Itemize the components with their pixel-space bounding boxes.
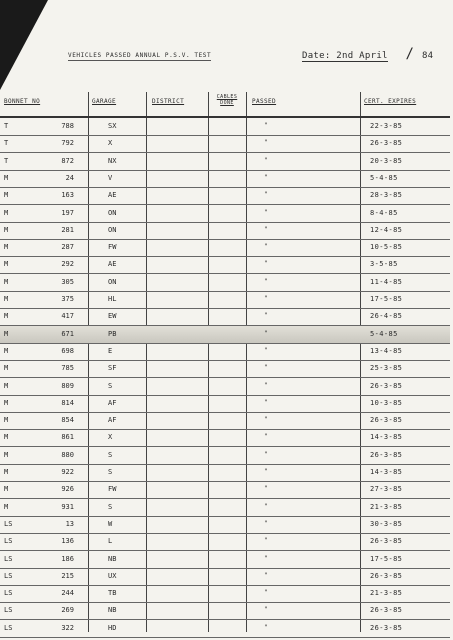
row-type: M — [4, 485, 9, 494]
row-type: M — [4, 260, 9, 269]
row-garage: FW — [108, 243, 117, 252]
row-number: 698 — [61, 346, 74, 355]
row-passed: " — [264, 312, 268, 320]
row-passed: " — [264, 295, 268, 302]
vehicle-table — [0, 92, 450, 632]
header-garage: GARAGE — [92, 98, 117, 105]
row-type: M — [4, 468, 9, 476]
row-type: LS — [4, 606, 13, 615]
row-passed: " — [264, 139, 268, 147]
scan-corner-shadow — [0, 0, 48, 90]
row-cert-expires: 26-3-85 — [370, 606, 403, 615]
table-header — [0, 92, 450, 118]
row-number: 809 — [61, 381, 74, 390]
row-cert-expires: 21-3-85 — [370, 502, 403, 511]
document-date — [302, 46, 433, 62]
table-row — [0, 135, 450, 153]
row-passed: " — [264, 450, 268, 458]
row-type: M — [4, 208, 9, 217]
date-slash: / — [405, 46, 415, 62]
row-garage: AF — [108, 398, 117, 407]
row-type: T — [4, 156, 9, 165]
row-number: 880 — [61, 450, 74, 459]
row-garage: ON — [108, 225, 117, 234]
header-bonnet-no: BONNET NO — [4, 98, 41, 105]
row-cert-expires: 25-3-85 — [370, 364, 403, 373]
row-garage: E — [108, 346, 113, 355]
row-garage: TB — [108, 589, 117, 598]
row-passed: " — [264, 398, 268, 406]
row-number: 671 — [61, 329, 74, 338]
row-type: M — [4, 295, 9, 303]
row-cert-expires: 30-3-85 — [370, 519, 403, 528]
row-number: 322 — [61, 623, 74, 632]
row-cert-expires: 13-4-85 — [370, 346, 403, 355]
row-passed: " — [264, 416, 268, 424]
row-cert-expires: 14-3-85 — [370, 433, 403, 442]
row-number: 922 — [61, 468, 74, 476]
row-number: 861 — [61, 433, 74, 442]
row-garage: ON — [108, 277, 117, 286]
row-passed: " — [264, 571, 268, 579]
row-garage: ON — [108, 208, 117, 217]
row-type: LS — [4, 519, 13, 528]
row-passed: " — [264, 122, 268, 129]
row-passed: " — [264, 606, 268, 614]
row-type: M — [4, 173, 9, 182]
table-row — [0, 239, 450, 257]
header-district: DISTRICT — [152, 98, 185, 105]
row-garage: HL — [108, 295, 117, 303]
table-row — [0, 291, 450, 309]
row-garage: W — [108, 519, 113, 528]
date-year: 84 — [421, 51, 434, 61]
row-type: M — [4, 191, 9, 200]
date-label: Date: 2nd April — [302, 51, 388, 61]
row-passed: " — [264, 225, 268, 233]
row-passed: " — [264, 208, 268, 216]
row-garage: L — [108, 537, 113, 546]
row-passed: " — [264, 589, 268, 597]
table-row — [0, 118, 450, 136]
row-garage: EW — [108, 312, 117, 321]
table-row — [0, 568, 450, 586]
row-passed: " — [264, 277, 268, 285]
row-number: 926 — [61, 485, 74, 494]
row-garage: AF — [108, 416, 117, 425]
row-passed: " — [264, 433, 268, 441]
row-passed: " — [264, 468, 268, 475]
row-garage: PB — [108, 329, 117, 338]
row-cert-expires: 12-4-85 — [370, 225, 403, 234]
row-garage: S — [108, 468, 113, 476]
row-type: M — [4, 381, 9, 390]
row-garage: NB — [108, 606, 117, 615]
row-type: M — [4, 277, 9, 286]
row-type: T — [4, 139, 9, 148]
row-garage: AE — [108, 191, 117, 200]
table-row — [0, 481, 450, 499]
row-number: 215 — [61, 571, 74, 580]
row-passed: " — [264, 346, 268, 354]
row-cert-expires: 26-4-85 — [370, 312, 403, 321]
row-number: 417 — [61, 312, 74, 321]
table-row — [0, 343, 450, 361]
row-garage: AE — [108, 260, 117, 269]
header-cert-expires: CERT. EXPIRES — [364, 98, 417, 105]
row-number: 269 — [61, 606, 74, 615]
row-cert-expires: 17-5-85 — [370, 554, 403, 563]
row-number: 13 — [65, 519, 74, 528]
table-row — [0, 308, 450, 326]
row-cert-expires: 26-3-85 — [370, 537, 403, 546]
row-passed: " — [264, 537, 268, 545]
row-number: 814 — [61, 398, 74, 407]
table-row — [0, 499, 450, 517]
row-number: 854 — [61, 416, 74, 425]
row-type: M — [4, 225, 9, 234]
row-number: 136 — [61, 537, 74, 546]
row-passed: " — [264, 191, 268, 199]
table-row — [0, 326, 450, 344]
header-cables-done: CABLES DONE — [216, 94, 238, 106]
row-type: LS — [4, 537, 13, 546]
row-garage: HD — [108, 623, 117, 632]
row-garage: S — [108, 450, 113, 459]
row-passed: " — [264, 381, 268, 389]
table-row — [0, 360, 450, 378]
row-number: 785 — [61, 364, 74, 373]
table-row — [0, 395, 450, 413]
header-passed: PASSED — [252, 98, 277, 105]
row-cert-expires: 22-3-85 — [370, 122, 403, 130]
row-type: LS — [4, 623, 13, 632]
row-number: 186 — [61, 554, 74, 563]
table-row — [0, 170, 450, 188]
table-row — [0, 516, 450, 534]
row-cert-expires: 17-5-85 — [370, 295, 403, 303]
row-number: 931 — [61, 502, 74, 511]
row-number: 792 — [61, 139, 74, 148]
table-row — [0, 378, 450, 396]
row-garage: SF — [108, 364, 117, 373]
row-type: T — [4, 122, 9, 130]
row-type: LS — [4, 554, 13, 563]
row-passed: " — [264, 364, 268, 372]
row-cert-expires: 27-3-85 — [370, 485, 403, 494]
row-garage: S — [108, 381, 113, 390]
row-passed: " — [264, 623, 268, 631]
row-garage: V — [108, 173, 113, 182]
row-cert-expires: 21-3-85 — [370, 589, 403, 598]
row-cert-expires: 3-5-85 — [370, 260, 398, 269]
table-row — [0, 205, 450, 223]
row-cert-expires: 14-3-85 — [370, 468, 403, 476]
row-passed: " — [264, 485, 268, 493]
row-cert-expires: 5-4-85 — [370, 329, 398, 338]
row-number: 281 — [61, 225, 74, 234]
table-row — [0, 256, 450, 274]
row-number: 375 — [61, 295, 74, 303]
row-cert-expires: 28-3-85 — [370, 191, 403, 200]
row-cert-expires: 26-3-85 — [370, 381, 403, 390]
row-cert-expires: 11-4-85 — [370, 277, 403, 286]
table-row — [0, 464, 450, 482]
row-cert-expires: 20-3-85 — [370, 156, 403, 165]
row-cert-expires: 26-3-85 — [370, 450, 403, 459]
row-cert-expires: 26-3-85 — [370, 139, 403, 148]
row-number: 287 — [61, 243, 74, 252]
row-number: 788 — [61, 122, 74, 130]
row-garage: X — [108, 139, 113, 148]
row-type: M — [4, 450, 9, 459]
row-number: 872 — [61, 156, 74, 165]
row-garage: SX — [108, 122, 117, 130]
row-type: M — [4, 502, 9, 511]
row-garage: S — [108, 502, 113, 511]
row-passed: " — [264, 329, 268, 337]
row-number: 292 — [61, 260, 74, 269]
row-type: M — [4, 329, 9, 338]
row-garage: UX — [108, 571, 117, 580]
table-row — [0, 187, 450, 205]
table-row — [0, 412, 450, 430]
row-cert-expires: 10-3-85 — [370, 398, 403, 407]
table-row — [0, 533, 450, 551]
table-row — [0, 602, 450, 620]
row-type: M — [4, 398, 9, 407]
row-type: LS — [4, 571, 13, 580]
row-type: LS — [4, 589, 13, 598]
row-cert-expires: 8-4-85 — [370, 208, 398, 217]
row-passed: " — [264, 243, 268, 251]
row-type: M — [4, 364, 9, 373]
table-row — [0, 551, 450, 569]
row-garage: NX — [108, 156, 117, 165]
row-cert-expires: 5-4-85 — [370, 173, 398, 182]
row-type: M — [4, 416, 9, 425]
row-type: M — [4, 243, 9, 252]
row-passed: " — [264, 554, 268, 562]
row-garage: X — [108, 433, 113, 442]
table-row — [0, 620, 450, 638]
row-garage: FW — [108, 485, 117, 494]
table-row — [0, 585, 450, 603]
row-cert-expires: 26-3-85 — [370, 623, 403, 632]
row-garage: NB — [108, 554, 117, 563]
table-row — [0, 222, 450, 240]
table-row — [0, 274, 450, 292]
row-passed: " — [264, 260, 268, 268]
row-passed: " — [264, 156, 268, 164]
row-passed: " — [264, 519, 268, 527]
row-number: 197 — [61, 208, 74, 217]
row-number: 305 — [61, 277, 74, 286]
row-cert-expires: 26-3-85 — [370, 416, 403, 425]
row-number: 24 — [65, 173, 74, 182]
row-type: M — [4, 433, 9, 442]
row-passed: " — [264, 173, 268, 181]
row-type: M — [4, 346, 9, 355]
document-title: VEHICLES PASSED ANNUAL P.S.V. TEST — [68, 52, 212, 59]
table-row — [0, 153, 450, 171]
row-cert-expires: 10-5-85 — [370, 243, 403, 252]
row-number: 163 — [61, 191, 74, 200]
table-row — [0, 447, 450, 465]
table-row — [0, 429, 450, 447]
row-passed: " — [264, 502, 268, 510]
row-number: 244 — [61, 589, 74, 598]
row-type: M — [4, 312, 9, 321]
row-cert-expires: 26-3-85 — [370, 571, 403, 580]
